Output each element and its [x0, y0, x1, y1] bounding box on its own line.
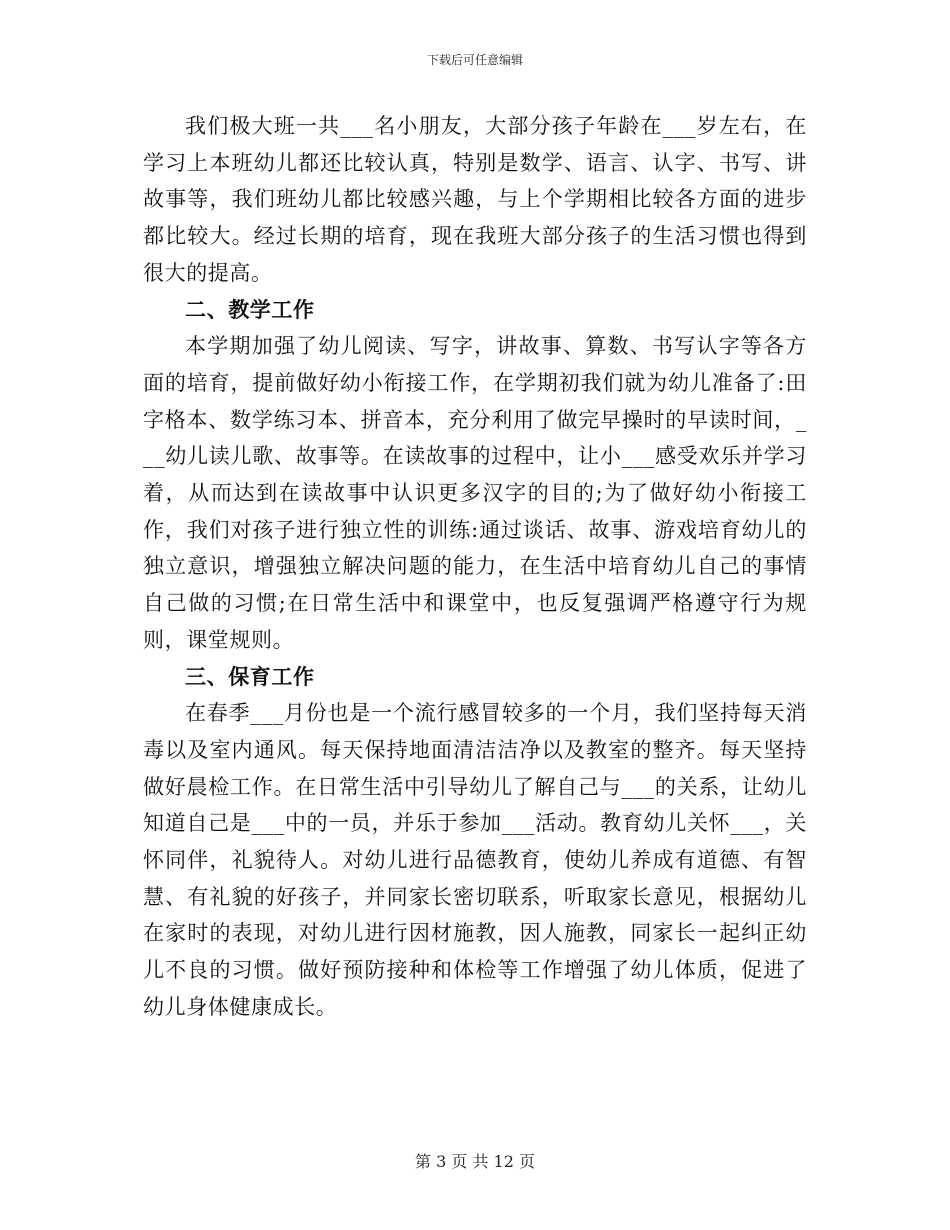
paragraph-class-overview: 我们极大班一共___名小朋友，大部分孩子年龄在___岁左右，在学习上本班幼儿都还比较认真，特别是数学、语言、认字、书写、讲故事等，我们班幼儿都比较感兴趣，与上个学期相比较各方面的进步都比较大。经过长期的培育，现在我班大部分孩子的生活习惯也得到很大的提高。	[143, 114, 807, 285]
document-body	[143, 108, 807, 1026]
page-number-footer: 第 3 页 共 12 页	[415, 1152, 535, 1171]
section-heading-teaching: 二、教学工作	[185, 296, 315, 322]
paragraph-childcare-work: 在春季___月份也是一个流行感冒较多的一个月，我们坚持每天消毒以及室内通风。每天保持地面清洁洁净以及教室的整齐。每天坚持做好晨检工作。在日常生活中引导幼儿了解自己与___的关系，让幼儿知道自己是___中的一员，并乐于参加___活动。教育幼儿关怀___，关怀同伴，礼貌待人。对幼儿进行品德教育，使幼儿养成有道德、有智慧、有礼貌的好孩子，并同家长密切联系，听取家长意见，根据幼儿在家时的表现，对幼儿进行因材施教，因人施教，同家长一起纠正幼儿不良的习惯。做好预防接种和体检等工作增强了幼儿体质，促进了幼儿身体健康成长。	[143, 701, 807, 1019]
paragraph-teaching-work: 本学期加强了幼儿阅读、写字，讲故事、算数、书写认字等各方面的培育，提前做好幼小衔接工作，在学期初我们就为幼儿准备了:田字格本、数学练习本、拼音本，充分利用了做完早操时的早读时间，___幼儿读儿歌、故事等。在读故事的过程中，让小___感受欢乐并学习着，从而达到在读故事中认识更多汉字的目的;为了做好幼小衔接工作，我们对孩子进行独立性的训练:通过谈话、故事、游戏培育幼儿的独立意识，增强独立解决问题的能力，在生活中培育幼儿自己的事情自己做的习惯;在日常生活中和课堂中，也反复强调严格遵守行为规则，课堂规则。	[143, 334, 807, 652]
section-heading-childcare: 三、保育工作	[185, 663, 315, 689]
page-header: 下载后可任意编辑	[426, 53, 523, 67]
